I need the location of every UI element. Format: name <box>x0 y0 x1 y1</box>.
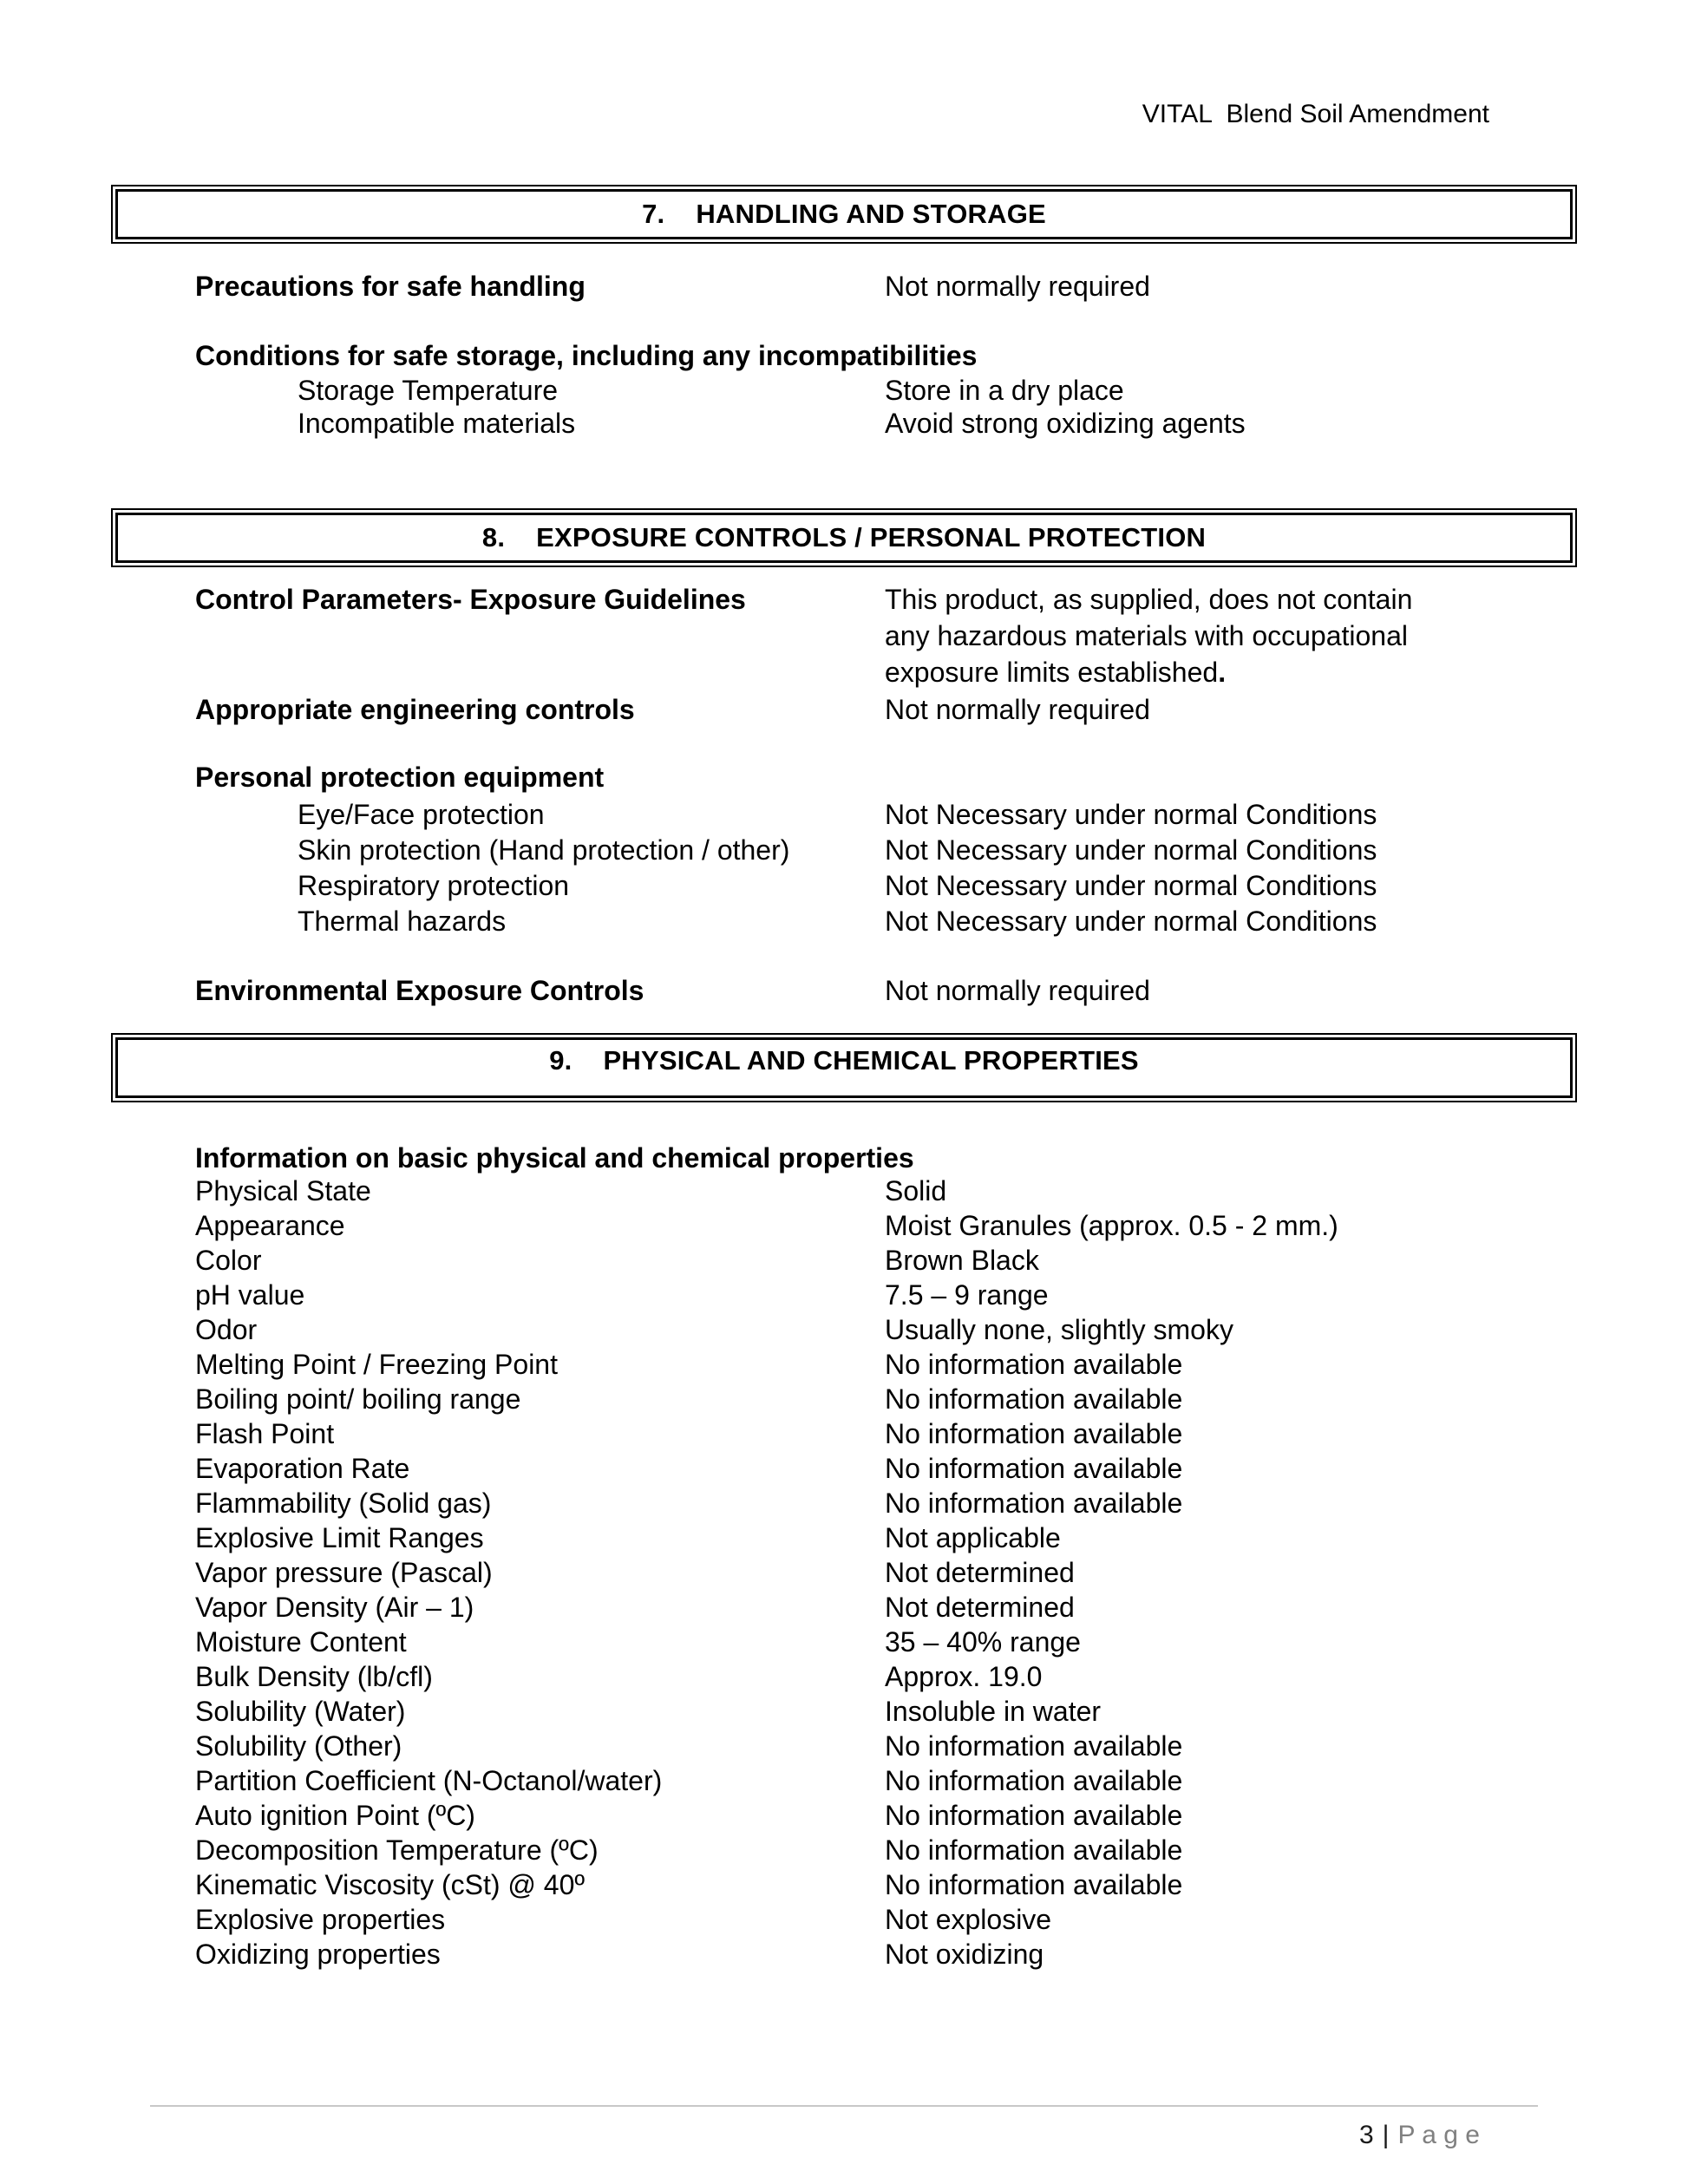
row-label: Environmental Exposure Controls <box>195 975 644 1006</box>
row-value <box>885 581 1412 690</box>
row-eye-face-protection <box>195 797 1600 832</box>
row-physical-state: Physical State Solid <box>195 1175 947 1206</box>
section-8-heading <box>115 513 1573 563</box>
section-9-header-box <box>111 1033 1577 1102</box>
row-flash-point: Flash Point No information available <box>195 1418 1183 1449</box>
row-solubility-water: Solubility (Water) Insoluble in water <box>195 1696 1102 1727</box>
row-solubility-other: Solubility (Other) No information available <box>195 1730 1183 1762</box>
row-label: Eye/Face protection <box>298 799 545 830</box>
row-flammability: Flammability (Solid gas) No information available <box>195 1488 1183 1519</box>
row-value: Not normally required <box>885 271 1150 302</box>
row-incompatible-materials <box>195 406 1600 441</box>
row-evaporation-rate: Evaporation Rate No information available <box>195 1453 1183 1484</box>
section-8-header-box <box>111 508 1577 567</box>
properties-list <box>195 1174 1600 1971</box>
row-label: Incompatible materials <box>298 408 576 439</box>
row-ph-value: pH value 7.5 – 9 range <box>195 1279 1049 1311</box>
row-boiling-point: Boiling point/ boiling range No information available <box>195 1383 1183 1415</box>
footer-page-word: P a g e <box>1397 2121 1480 2149</box>
row-value: Not Necessary under normal Conditions <box>885 834 1377 866</box>
row-respiratory-protection <box>195 868 1600 903</box>
section-9-title: PHYSICAL AND CHEMICAL PROPERTIES <box>603 1045 1139 1076</box>
row-thermal-hazards <box>195 904 1600 938</box>
row-label: Precautions for safe handling <box>195 271 586 302</box>
section-7-number: 7. <box>642 199 665 229</box>
info-heading: Information on basic physical and chemical properties <box>195 1142 914 1174</box>
row-label: Storage Temperature <box>298 375 559 406</box>
section-8-number: 8. <box>481 522 506 553</box>
row-appearance: Appearance Moist Granules (approx. 0.5 - 2 mm.) <box>195 1210 1338 1241</box>
section-7-heading <box>115 189 1573 239</box>
row-oxidizing-properties: Oxidizing properties Not oxidizing <box>195 1939 1044 1970</box>
row-value: Avoid strong oxidizing agents <box>885 408 1246 439</box>
row-value: Not normally required <box>885 975 1150 1006</box>
footer-divider <box>150 2105 1538 2107</box>
row-value: Not normally required <box>885 694 1150 725</box>
row-engineering-controls <box>195 692 1600 727</box>
row-environmental-exposure <box>195 973 1600 1008</box>
footer-separator: | <box>1382 2121 1390 2149</box>
row-label: Skin protection (Hand protection / other) <box>298 834 790 866</box>
row-storage-temperature <box>195 373 1600 408</box>
row-melting-point: Melting Point / Freezing Point No information available <box>195 1349 1183 1380</box>
row-decomposition-temperature: Decomposition Temperature (ºC) No information available <box>195 1834 1183 1866</box>
value-line-3: exposure limits established. <box>885 657 1227 688</box>
row-explosive-limit: Explosive Limit Ranges Not applicable <box>195 1522 1061 1553</box>
row-label: Respiratory protection <box>298 870 570 901</box>
value-line-1: This product, as supplied, does not contain <box>885 584 1413 615</box>
row-vapor-pressure: Vapor pressure (Pascal) Not determined <box>195 1557 1075 1588</box>
row-moisture-content: Moisture Content 35 – 40% range <box>195 1626 1081 1658</box>
section-9-number: 9. <box>549 1045 572 1076</box>
value-line-2: any hazardous materials with occupational <box>885 620 1408 651</box>
row-auto-ignition: Auto ignition Point (ºC) No information available <box>195 1800 1183 1831</box>
row-value: Not Necessary under normal Conditions <box>885 906 1377 937</box>
row-value: Store in a dry place <box>885 375 1124 406</box>
bold-period: . <box>1218 657 1227 688</box>
row-control-parameters <box>195 581 1600 690</box>
row-bulk-density: Bulk Density (lb/cfl) Approx. 19.0 <box>195 1661 1043 1692</box>
section-7-title: HANDLING AND STORAGE <box>696 199 1046 229</box>
row-precautions <box>195 269 1600 304</box>
section-9-heading <box>115 1037 1573 1098</box>
ppe-heading: Personal protection equipment <box>195 762 605 793</box>
row-label: Thermal hazards <box>298 906 507 937</box>
row-vapor-density: Vapor Density (Air – 1) Not determined <box>195 1592 1075 1623</box>
row-color: Color Brown Black <box>195 1245 1039 1276</box>
row-skin-protection <box>195 833 1600 867</box>
conditions-heading: Conditions for safe storage, including any incompatibilities <box>195 340 978 371</box>
row-partition-coefficient: Partition Coefficient (N-Octanol/water) No information available <box>195 1765 1183 1796</box>
page-footer <box>1359 2118 1480 2153</box>
document-title: VITAL Blend Soil Amendment <box>1142 100 1489 128</box>
row-odor: Odor Usually none, slightly smoky <box>195 1314 1233 1345</box>
section-7-header-box <box>111 185 1577 244</box>
row-explosive-properties: Explosive properties Not explosive <box>195 1904 1052 1935</box>
row-label: Appropriate engineering controls <box>195 694 635 725</box>
row-label: Control Parameters- Exposure Guidelines <box>195 584 746 615</box>
page-number: 3 <box>1358 2121 1374 2149</box>
row-value: Not Necessary under normal Conditions <box>885 799 1377 830</box>
row-kinematic-viscosity: Kinematic Viscosity (cSt) @ 40º No information available <box>195 1869 1183 1900</box>
row-value: Not Necessary under normal Conditions <box>885 870 1377 901</box>
section-8-title: EXPOSURE CONTROLS / PERSONAL PROTECTION <box>536 522 1207 553</box>
